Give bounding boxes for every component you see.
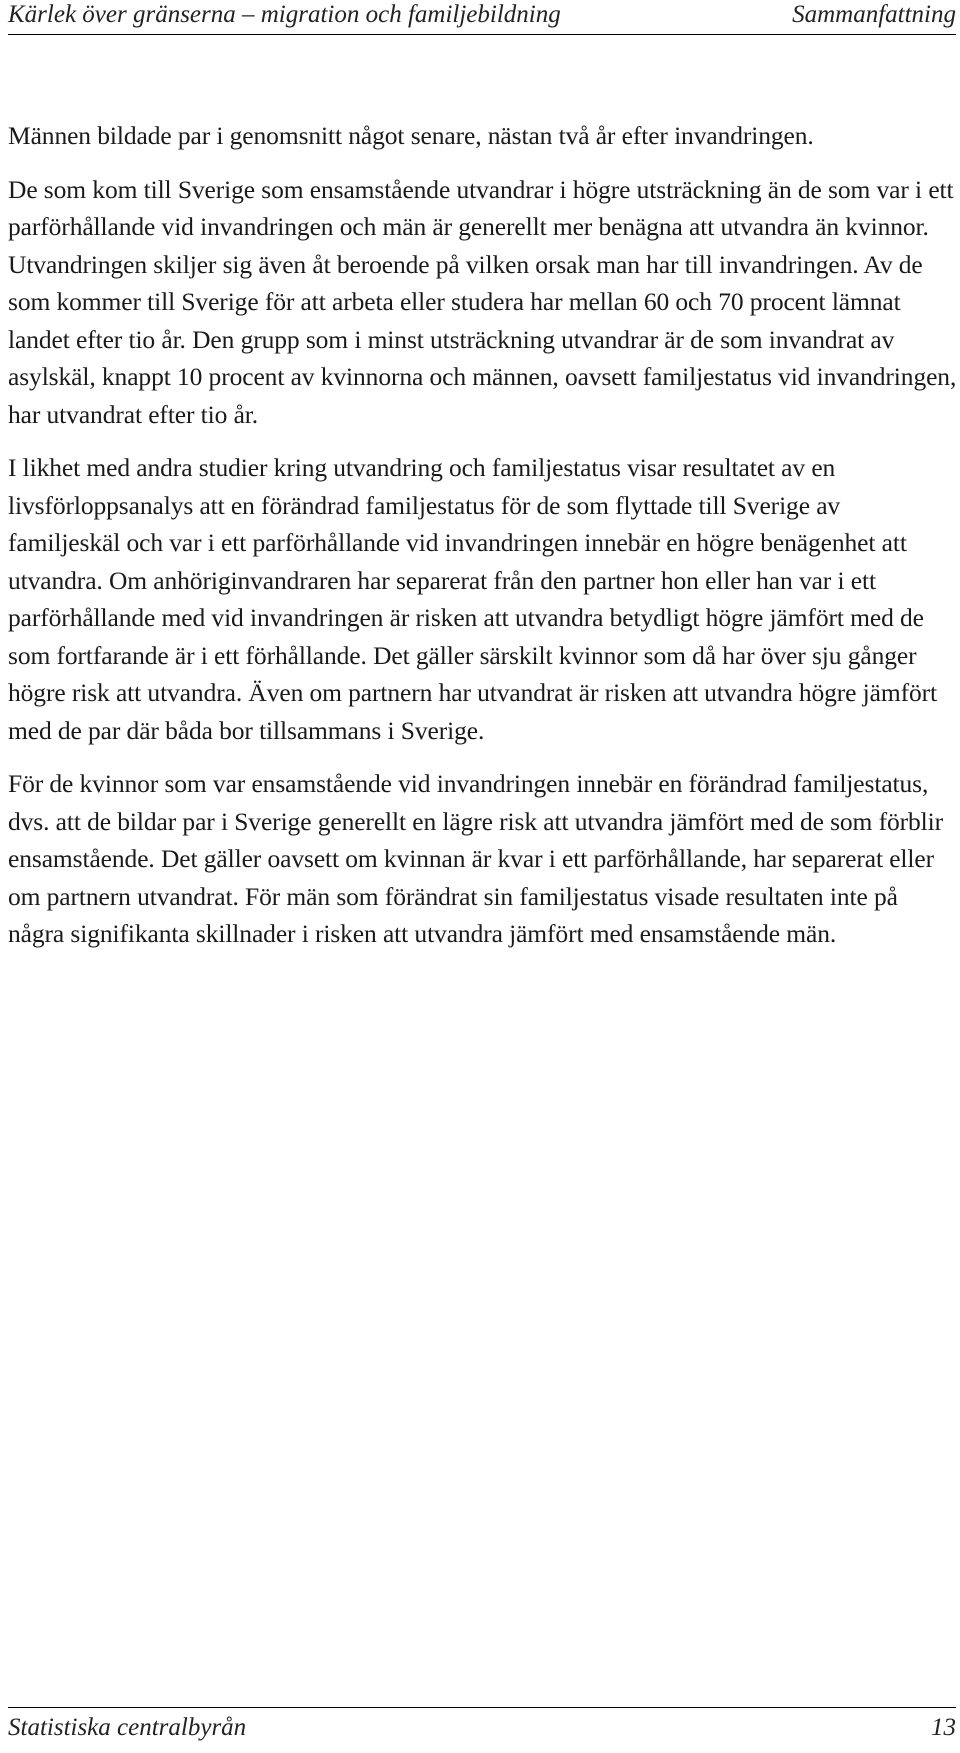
header-rule	[8, 34, 956, 35]
running-footer	[8, 1713, 956, 1743]
paragraph-4: För de kvinnor som var ensamstående vid invandringen innebär en förändrad familjestatus, dvs. att de bildar par i Sverige generellt en lägre risk att utvandra jämfört med de som förblir ensamstående. Det gäller oavsett om kvinnan är kvar i ett parförhållande, har separerat eller om partnern utvandrat. För män som förändrat sin familjestatus visade resultaten inte på några signifikanta skillnader i risken att utvandra jämfört med ensamstående män.	[8, 769, 944, 948]
paragraph-1: Männen bildade par i genomsnitt något senare, nästan två år efter invandringen.	[8, 121, 814, 150]
document-title: Kärlek över gränserna – migration och familjebildning	[8, 1, 561, 28]
footer-rule	[8, 1707, 956, 1708]
paragraph-3: I likhet med andra studier kring utvandring och familjestatus visar resultatet av en livsförloppsanalys att en förändrad familjestatus för de som flyttade till Sverige av familjeskäl och var i ett parförhållande vid invandringen innebär en högre benägenhet att utvandra. Om anhöriginvandraren har separerat från den partner hon eller han var i ett parförhållande med vid invandringen är risken att utvandra betydligt högre jämfört med de som fortfarande är i ett förhållande. Det gäller särskilt kvinnor som då har över sju gånger högre risk att utvandra. Även om partnern har utvandrat är risken att utvandra högre jämfört med de par där båda bor tillsammans i Sverige.	[8, 453, 938, 745]
publisher-name: Statistiska centralbyrån	[8, 1714, 247, 1741]
page-number: 13	[931, 1714, 956, 1741]
paragraph-2: De som kom till Sverige som ensamstående utvandrar i högre utsträckning än de som var i ett parförhållande vid invandringen och män är generellt mer benägna att utvandra än kvinnor. Utvandringen skiljer sig även åt beroende på vilken orsak man har till invandringen. Av de som kommer till Sverige för att arbeta eller studera har mellan 60 och 70 procent lämnat landet efter tio år. Den grupp som i minst utsträckning utvandrar är de som invandrat av asylskäl, knappt 10 procent av kvinnorna och männen, oavsett familjestatus vid invandringen, har utvandrat efter tio år.	[8, 174, 957, 429]
section-title: Sammanfattning	[792, 1, 956, 28]
running-header	[8, 0, 956, 30]
body-text	[8, 117, 958, 969]
